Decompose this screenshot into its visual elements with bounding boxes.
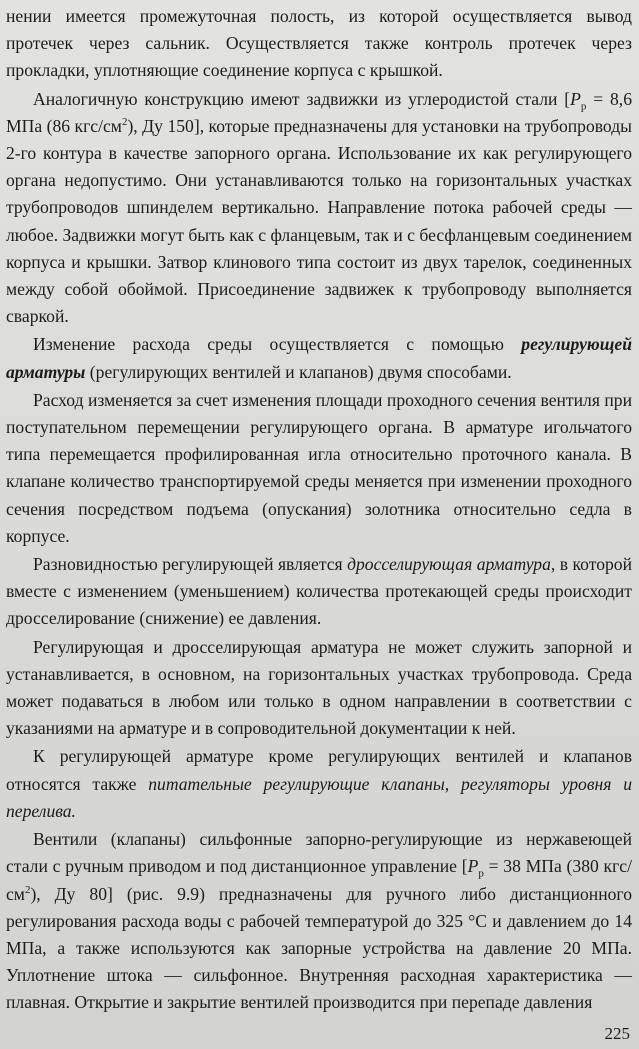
paragraph [6, 387, 632, 550]
paragraph [6, 86, 632, 331]
text-run: Изменение расхода среды осуществляется с помощью [33, 334, 522, 355]
text-run-it: дросселирующая арматура [347, 554, 551, 575]
paragraph [6, 826, 632, 1016]
text-run-sub: р [580, 100, 587, 113]
text-run: Расход изменяется за счет изменения площади проходного сечения вентиля при поступательном перемещении регулирующего органа. В арматуре игольчатого типа перемещается профилированная игла относительно проточного канала. В клапане количество транспортируемой среды меняется при изменении проходного сечения посредством подъема (опускания) золотника относительно седла в корпусе. [6, 389, 632, 546]
text-run: Разновидностью регулирующей является [33, 554, 348, 575]
text-run-sup: 2 [121, 115, 128, 128]
page-number: 225 [604, 1024, 630, 1043]
paragraph [6, 551, 632, 633]
text-run: = 38 МПа (380 кгс/см [6, 856, 632, 904]
text-run-sub: р [478, 867, 484, 880]
text-run: (регулирующих вентилей и клапанов) двумя способами. [85, 361, 512, 382]
text-run: нении имеется промежуточная полость, из которой осуществляется вывод протечек через сальник. Осуществляется также контроль протечек через прокладки, уплотняющие соединение корпуса с крышкой. [6, 6, 632, 81]
text-run: , в которой вместе с изменением (уменьшением) количества протекающей среды происходит дросселирование (снижение) ее давления. [6, 554, 632, 629]
text-run-it: P [570, 88, 581, 109]
text-run-sup: 2 [24, 883, 31, 896]
text-run-it: питательные регулирующие клапаны, регуляторы уровня и перелива. [6, 773, 632, 821]
text-run: ), Ду 150], которые предназначены для установки на трубопроводы 2-го контура в качестве запорного органа. Использование их как регулирующего органа недопустимо. Они устанавливаются только на горизонтальных участках трубопроводов шпинделем вертикально. Направление потока рабочей среды — любое. Задвижки могут быть как с фланцевым, так и с бесфланцевым соединением корпуса и крышки. Затвор клинового типа состоит из двух тарелок, соединенных между собой обоймой. Присоединение задвижек к трубопроводу выполняется сваркой. [6, 115, 632, 327]
text-run: ), Ду 80] (рис. 9.9) предназначены для ручного либо дистанционного регулирования расхода воды с рабочей температурой до 325 °С и давлением до 14 МПа, а также используются как запорные устройства на давление 20 МПа. Уплотнение штока — сильфонное. Внутренняя расходная характеристика — плавная. Открытие и закрытие вентилей производится при перепаде давления [6, 883, 632, 1013]
text-run: = 8,6 МПа (86 кгс/см [6, 88, 632, 136]
text-run: Регулирующая и дросселирующая арматура не может служить запорной и устанавливается, в основном, на горизонтальных участках трубопровода. Среда может подаваться в любом или только в одном направлении в соответствии с указаниями на арматуре и в сопроводительной документации к ней. [6, 636, 632, 739]
text-run-it: P [467, 856, 479, 877]
paragraph [6, 634, 632, 743]
text-run: К регулирующей арматуре кроме регулирующих вентилей и клапанов относятся также [6, 746, 632, 794]
paragraph [6, 3, 632, 85]
paragraph [6, 743, 632, 825]
paragraph [6, 331, 632, 385]
text-run-bi: регулирующей арматуры [6, 334, 632, 382]
text-run: Вентили (клапаны) сильфонные запорно-регулирующие из нержавеющей стали с ручным приводом и под дистанционное управление [ [6, 829, 632, 877]
text-run: Аналогичную конструкцию имеют задвижки из углеродистой стали [ [33, 88, 571, 109]
text-body [6, 3, 632, 1017]
